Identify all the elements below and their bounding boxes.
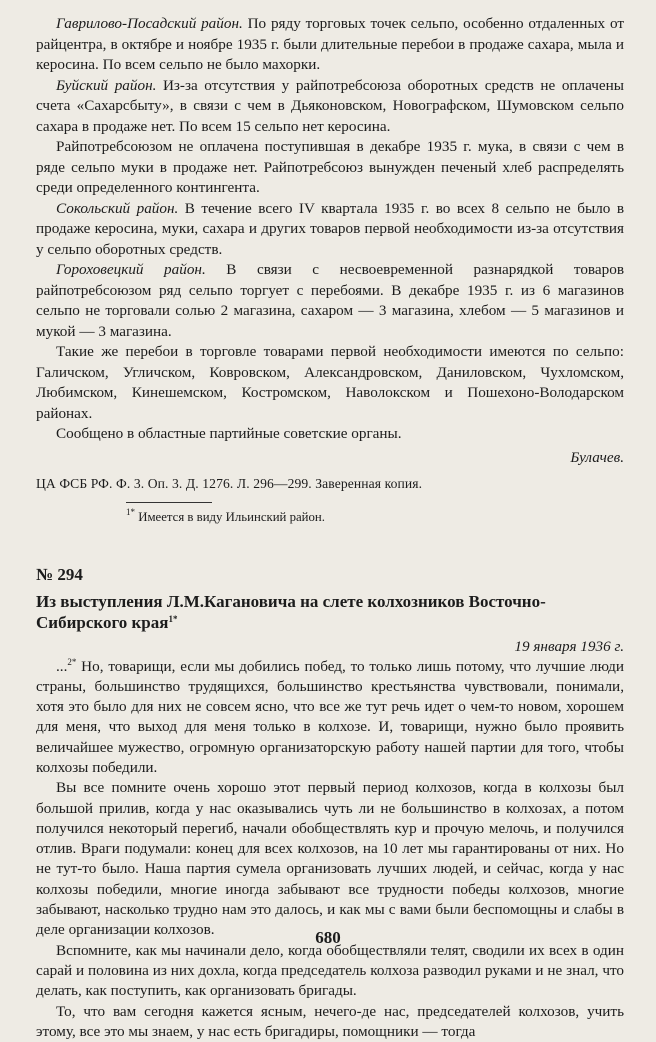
speech-paragraph: Вспомните, как мы начинали дело, когда обобществляли телят, сводили их всех в один сарай и половина из них дохла, когда председатель колхоза разводил руками и не знал, что делать, как поступить, как организовать бригады.	[36, 941, 624, 1002]
speech-paragraph	[36, 657, 624, 779]
document-number: № 294	[36, 564, 624, 586]
speech-footnote-mark: 2*	[67, 657, 76, 667]
paragraph-gorokhovets	[36, 260, 624, 342]
speech-paragraph: Вы все помните очень хорошо этот первый период колхозов, когда в колхозы был большой прилив, когда у нас оказывались чуть ли не большинство в колхозах, а потом получился некоторый перегиб, начали обобществлять кур и прочую мелочь, и получился отлив. Враги подумали: конец для всех колхозов, на 10 лет мы гарантированы от них. Но не тут-то было. Наша партия сумела организовать лучших людей, и сейчас, когда у нас колхозы победили, многие иногда забывают все трудности победы колхозов, многие забывают, насколько трудно нам это далось, и как мы с вами были беспомощны и слабы в деле организации колхозов.	[36, 778, 624, 940]
paragraph-text: Из-за отсутствия у райпотребсоюза оборотных средств не оплачены счета «Сахарсбыту», в связи с чем в Дьяконовском, Новографском, Шумовском сельпо сахара в продаже нет. По всем 15 сельпо нет керосина.	[36, 77, 624, 135]
district-name: Гороховецкий район.	[56, 261, 206, 278]
speech-body	[36, 657, 624, 1042]
paragraph-buy	[36, 76, 624, 138]
paragraph-flour: Райпотребсоюзом не оплачена поступившая в декабре 1935 г. мука, в связи с чем в ряде сельпо муки в продаже нет. Райпотребсоюз вынужден печеный хлеб распределять среди определенного контингента.	[36, 137, 624, 199]
footnote-mark: 1*	[126, 507, 135, 517]
paragraph-text: По ряду торговых точек сельпо, особенно отдаленных от райцентра, в октябре и ноябре 1935 г. были длительные перебои в продаже сахара, мыла и керосина. По всем сельпо не было махорки.	[36, 15, 624, 73]
district-name: Сокольский район.	[56, 200, 178, 217]
document-title-text: Из выступления Л.М.Кагановича на слете колхозников Восточно-Сибирского края	[36, 592, 546, 632]
report-continuation	[36, 14, 624, 445]
page-number: 680	[0, 928, 656, 948]
archive-source: ЦА ФСБ РФ. Ф. 3. Оп. 3. Д. 1276. Л. 296—299. Заверенная копия.	[36, 475, 624, 493]
paragraph-reported: Сообщено в областные партийные советские органы.	[36, 424, 624, 445]
footnote-text: Имеется в виду Ильинский район.	[135, 510, 325, 524]
footnote	[36, 509, 624, 526]
paragraph-other-districts: Такие же перебои в торговле товарами первой необходимости имеются по сельпо: Галичском, Угличском, Ковровском, Александровском, Даниловском, Чухломском, Любимском, Кинешемском, Костромском, Наволокском и Пошехоно-Володарском районах.	[36, 342, 624, 424]
document-date: 19 января 1936 г.	[36, 636, 624, 657]
ellipsis: ...	[56, 658, 67, 675]
speech-paragraph: То, что вам сегодня кажется ясным, нечего-де нас, председателей колхозов, учить этому, все это мы знаем, у нас есть бригадиры, помощники — тогда	[36, 1002, 624, 1042]
paragraph-sokol	[36, 199, 624, 261]
title-footnote-mark: 1*	[168, 614, 177, 624]
speech-text: Но, товарищи, если мы добились побед, то только лишь потому, что лучшие люди страны, большинство трудящихся, большинство крестьянства чувствовали, понимали, хотя это было для них не совсем ясно, что все же тут речь идет о чем-то новом, хорошем для меня, что выход для меня только в колхозе. И, товарищи, нужно было проявить величайшее мужество, огромную организаторскую работу нашей партии для того, чтобы колхозы победили.	[36, 658, 624, 776]
document-title	[36, 591, 624, 633]
signature: Булачев.	[36, 447, 624, 469]
paragraph-gavrilovo-posad	[36, 14, 624, 76]
district-name: Буйский район.	[56, 77, 156, 94]
district-name: Гаврилово-Посадский район.	[56, 15, 243, 32]
footnote-divider	[126, 502, 212, 503]
paragraph-text: В течение всего IV квартала 1935 г. во всех 8 сельпо не было в продаже керосина, муки, сахара и других товаров первой необходимости из-за отсутствия у сельпо оборотных средств.	[36, 200, 624, 258]
paragraph-text: В связи с несвоевременной разнарядкой товаров райпотребсоюзом ряд сельпо торгует с перебоями. В декабре 1935 г. из 6 магазинов сельпо не торговали солью 2 магазина, сахаром — 3 магазина, хлебом — 5 магазинов и мукой — 3 магазина.	[36, 261, 624, 340]
